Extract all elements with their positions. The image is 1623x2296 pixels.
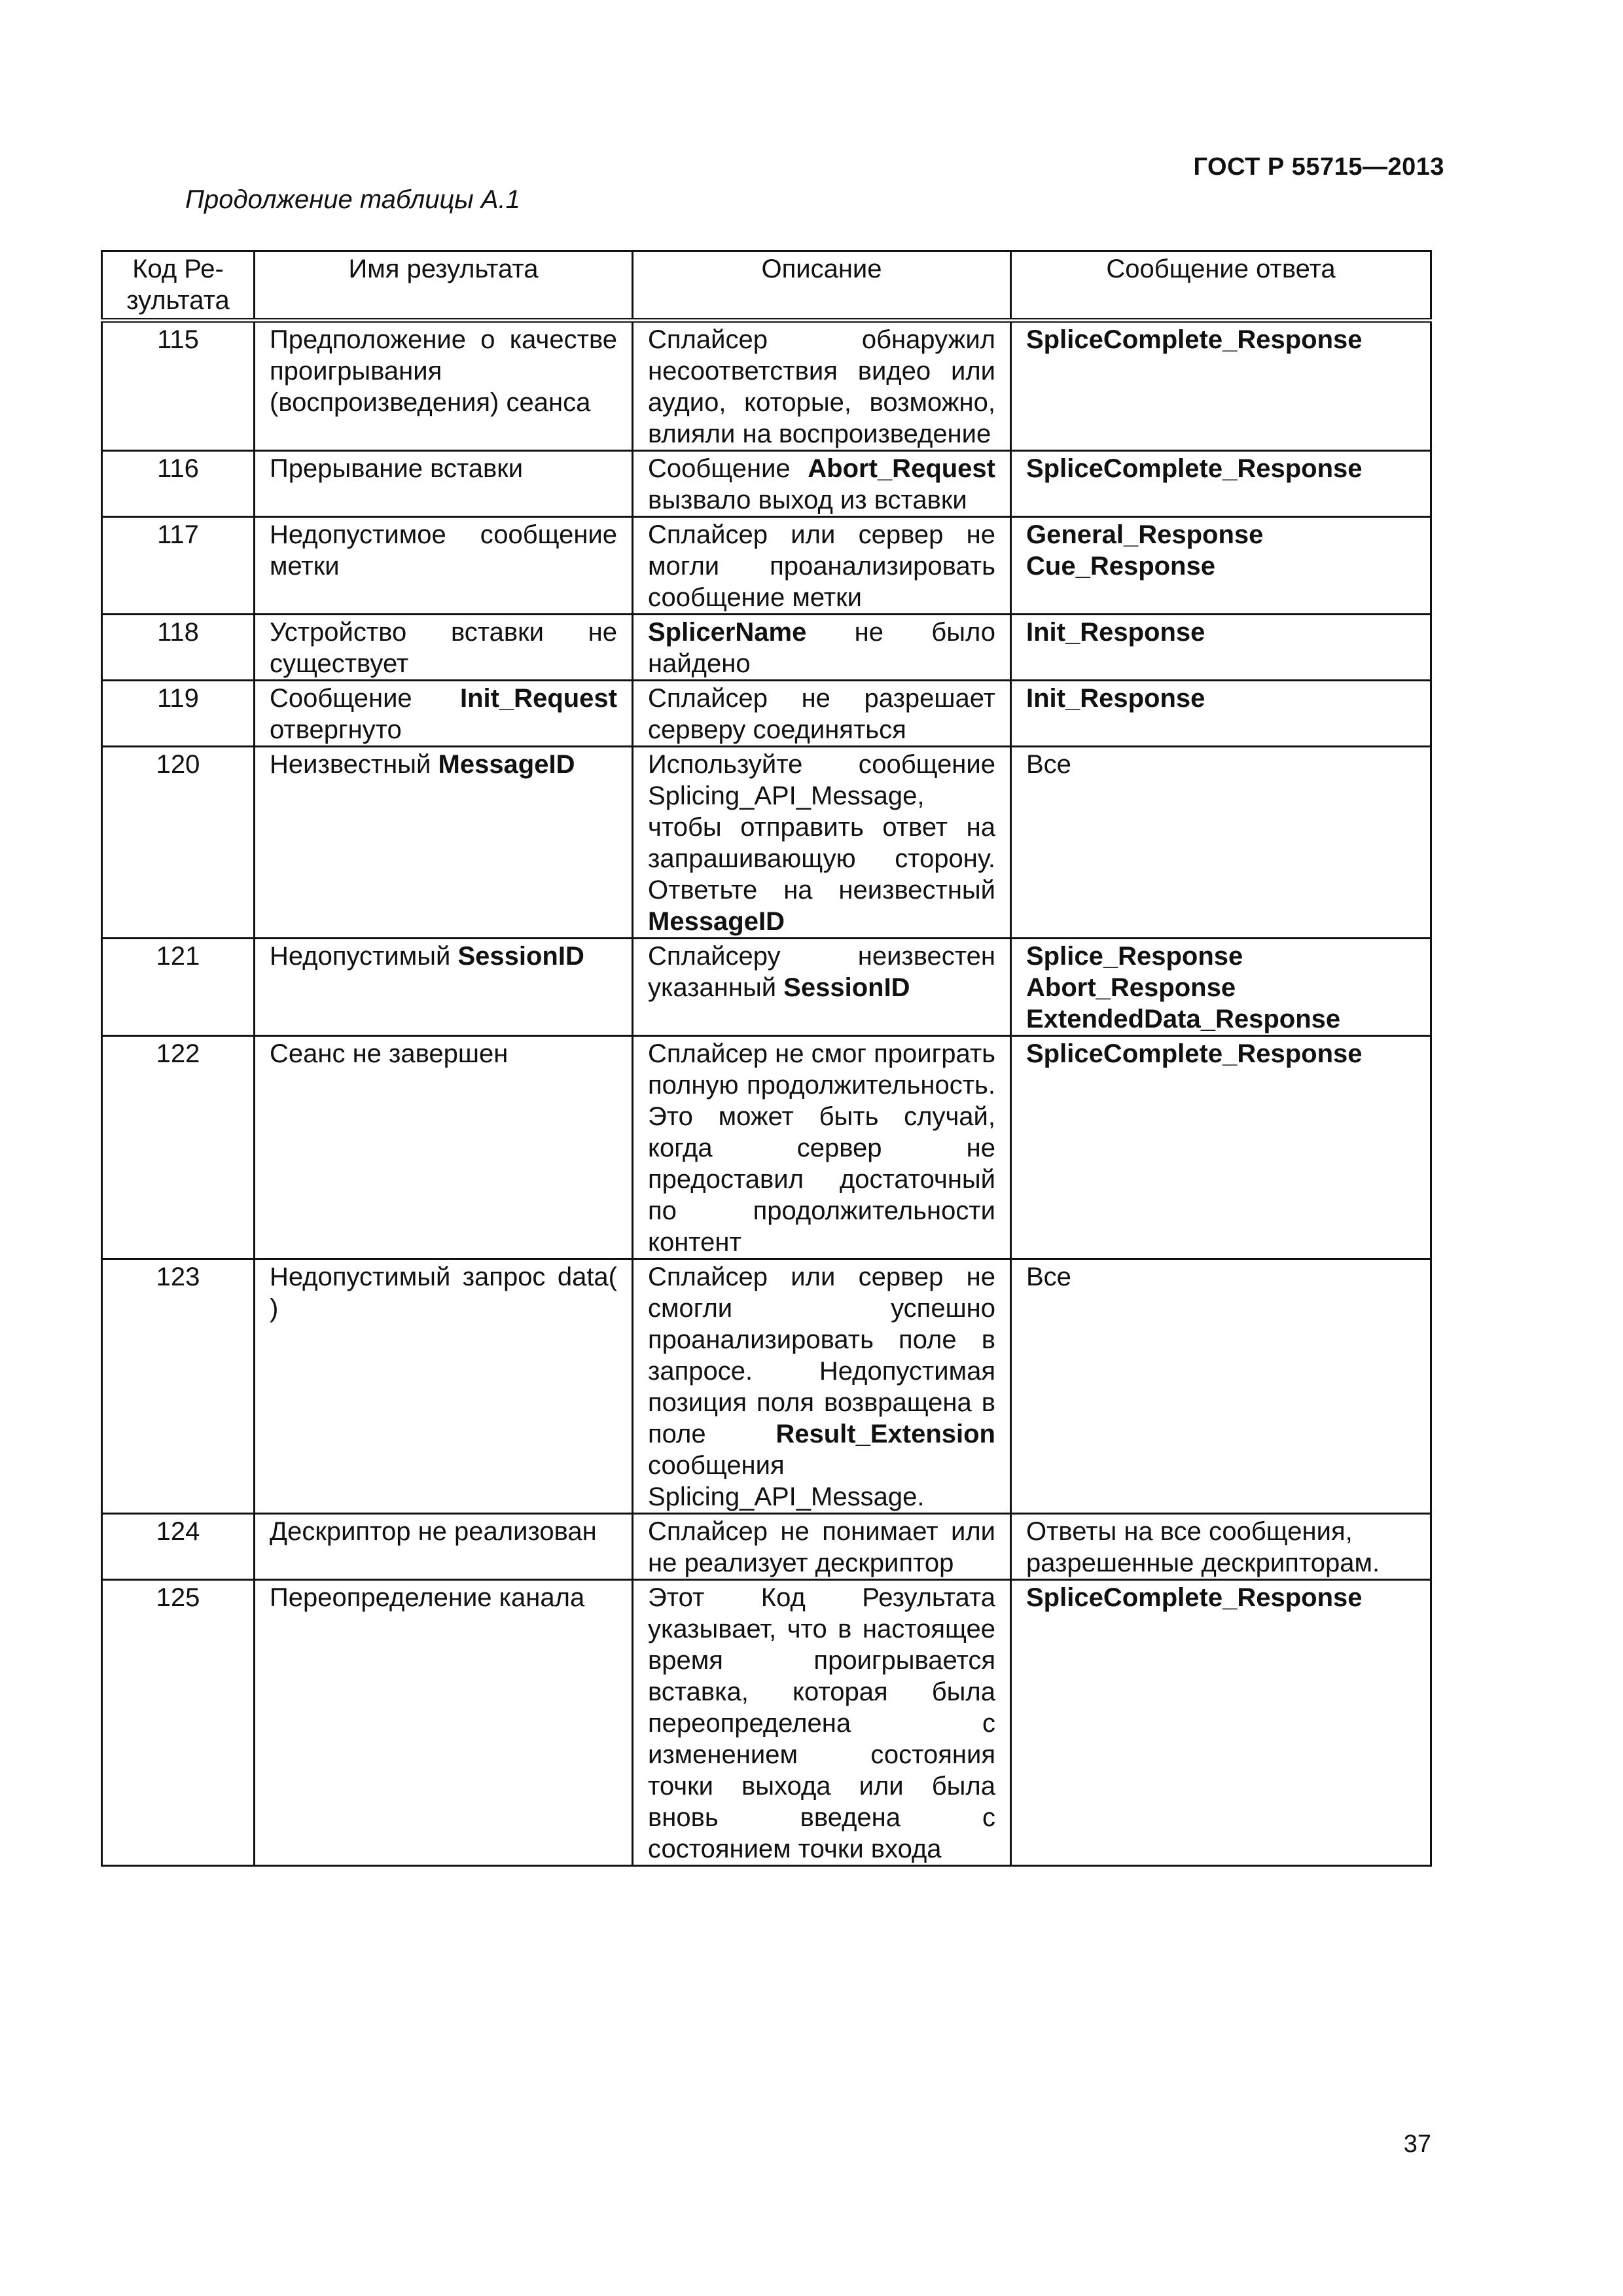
- response-item: SpliceComplete_Response: [1026, 325, 1363, 354]
- description-keyword: Abort_Request: [808, 454, 995, 483]
- name-text: отвергнуто: [270, 715, 402, 744]
- table-row: [102, 615, 1431, 681]
- result-name: [255, 747, 633, 939]
- result-code: 119: [102, 681, 255, 747]
- result-code: 118: [102, 615, 255, 681]
- table-row: [102, 747, 1431, 939]
- description-text: Сообщение: [648, 454, 791, 483]
- name-keyword: SessionID: [457, 942, 584, 971]
- name-text: Неизвестный: [270, 750, 431, 779]
- table-row: [102, 681, 1431, 747]
- response-item: Splice_Response: [1026, 942, 1243, 971]
- response-item: Cue_Response: [1026, 552, 1215, 581]
- result-description: Сплайсер обнаружил несоответствия видео или аудио, которые, возможно, влияли на воспроизведение: [633, 321, 1011, 451]
- description-text: Используйте сообщение Splicing_API_Message, чтобы отправить ответ на запрашивающую сторону. Ответьте на неизвестный: [648, 750, 995, 905]
- result-description: Сплайсер или сервер не могли проанализировать сообщение метки: [633, 517, 1011, 615]
- table-row: [102, 1036, 1431, 1259]
- result-code: 121: [102, 939, 255, 1036]
- result-code: 123: [102, 1259, 255, 1514]
- response-item: SpliceComplete_Response: [1026, 454, 1363, 483]
- response-message: [1011, 1580, 1431, 1866]
- response-message: Все: [1011, 747, 1431, 939]
- result-name: Сеанс не завершен: [255, 1036, 633, 1259]
- response-item: Init_Response: [1026, 618, 1205, 647]
- header-code: Код Ре-зультата: [102, 251, 255, 321]
- result-name: Переопределение канала: [255, 1580, 633, 1866]
- result-name: [255, 939, 633, 1036]
- description-text: Сплайсеру неизвестен указанный: [648, 942, 995, 1002]
- result-name: Устройство вставки не существует: [255, 615, 633, 681]
- description-keyword: MessageID: [648, 907, 785, 936]
- response-message: Ответы на все сообщения, разрешенные дескрипторам.: [1011, 1514, 1431, 1580]
- result-name: Недопустимое сообщение метки: [255, 517, 633, 615]
- response-message: [1011, 321, 1431, 451]
- name-keyword: Init_Request: [459, 684, 617, 713]
- result-description: Сплайсер не смог проиграть полную продолжительность. Это может быть случай, когда сервер не предоставил достаточный по продолжительности контент: [633, 1036, 1011, 1259]
- response-item: General_Response: [1026, 520, 1264, 549]
- result-description: [633, 451, 1011, 517]
- result-description: [633, 747, 1011, 939]
- result-code: 125: [102, 1580, 255, 1866]
- response-item: Init_Response: [1026, 684, 1205, 713]
- response-message: Все: [1011, 1259, 1431, 1514]
- name-text: Сообщение: [270, 684, 412, 713]
- response-message: [1011, 517, 1431, 615]
- result-name: Предположение о качестве проигрывания (воспроизведения) сеанса: [255, 321, 633, 451]
- result-description: [633, 615, 1011, 681]
- result-code: 115: [102, 321, 255, 451]
- table-row: [102, 1580, 1431, 1866]
- result-name: Недопустимый запрос data( ): [255, 1259, 633, 1514]
- header-response: Сообщение ответа: [1011, 251, 1431, 321]
- response-item: Abort_Response: [1026, 973, 1236, 1002]
- response-message: [1011, 451, 1431, 517]
- response-message: [1011, 1036, 1431, 1259]
- result-codes-table: [101, 250, 1432, 1867]
- description-keyword: SplicerName: [648, 618, 807, 647]
- response-message: [1011, 615, 1431, 681]
- result-description: [633, 939, 1011, 1036]
- result-description: Этот Код Результата указывает, что в настоящее время проигрывается вставка, которая была переопределена с изменением состояния точки выхода или была вновь введена с состоянием точки входа: [633, 1580, 1011, 1866]
- description-text: сообщения Splicing_API_Message.: [648, 1451, 925, 1511]
- result-code: 124: [102, 1514, 255, 1580]
- response-message: [1011, 681, 1431, 747]
- table-row: [102, 1259, 1431, 1514]
- table-row: [102, 451, 1431, 517]
- description-text: вызвало выход из вставки: [648, 486, 967, 514]
- table-header-row: [102, 251, 1431, 321]
- header-name: Имя результата: [255, 251, 633, 321]
- result-name: Дескриптор не реализован: [255, 1514, 633, 1580]
- result-name: [255, 681, 633, 747]
- header-description: Описание: [633, 251, 1011, 321]
- response-item: ExtendedData_Response: [1026, 1005, 1341, 1033]
- description-text: Сплайсер или сервер не смогли успешно проанализировать поле в запросе. Недопустимая позиция поля возвращена в поле: [648, 1263, 995, 1448]
- result-description: Сплайсер не понимает или не реализует дескриптор: [633, 1514, 1011, 1580]
- response-item: SpliceComplete_Response: [1026, 1583, 1363, 1612]
- response-message: [1011, 939, 1431, 1036]
- result-code: 117: [102, 517, 255, 615]
- result-description: Сплайсер не разрешает серверу соединяться: [633, 681, 1011, 747]
- table-row: [102, 517, 1431, 615]
- description-text: не было найдено: [648, 618, 995, 678]
- description-keyword: Result_Extension: [776, 1420, 995, 1448]
- result-code: 116: [102, 451, 255, 517]
- description-keyword: SessionID: [783, 973, 910, 1002]
- name-text: Недопустимый: [270, 942, 451, 971]
- standard-designation: ГОСТ Р 55715—2013: [1193, 153, 1444, 181]
- table-row: [102, 939, 1431, 1036]
- result-description: [633, 1259, 1011, 1514]
- page-number: 37: [1403, 2130, 1431, 2158]
- result-code: 120: [102, 747, 255, 939]
- result-name: Прерывание вставки: [255, 451, 633, 517]
- name-keyword: MessageID: [438, 750, 575, 779]
- response-item: SpliceComplete_Response: [1026, 1039, 1363, 1068]
- result-code: 122: [102, 1036, 255, 1259]
- table-row: [102, 1514, 1431, 1580]
- table-row: [102, 321, 1431, 451]
- table-continuation-caption: Продолжение таблицы А.1: [185, 185, 520, 214]
